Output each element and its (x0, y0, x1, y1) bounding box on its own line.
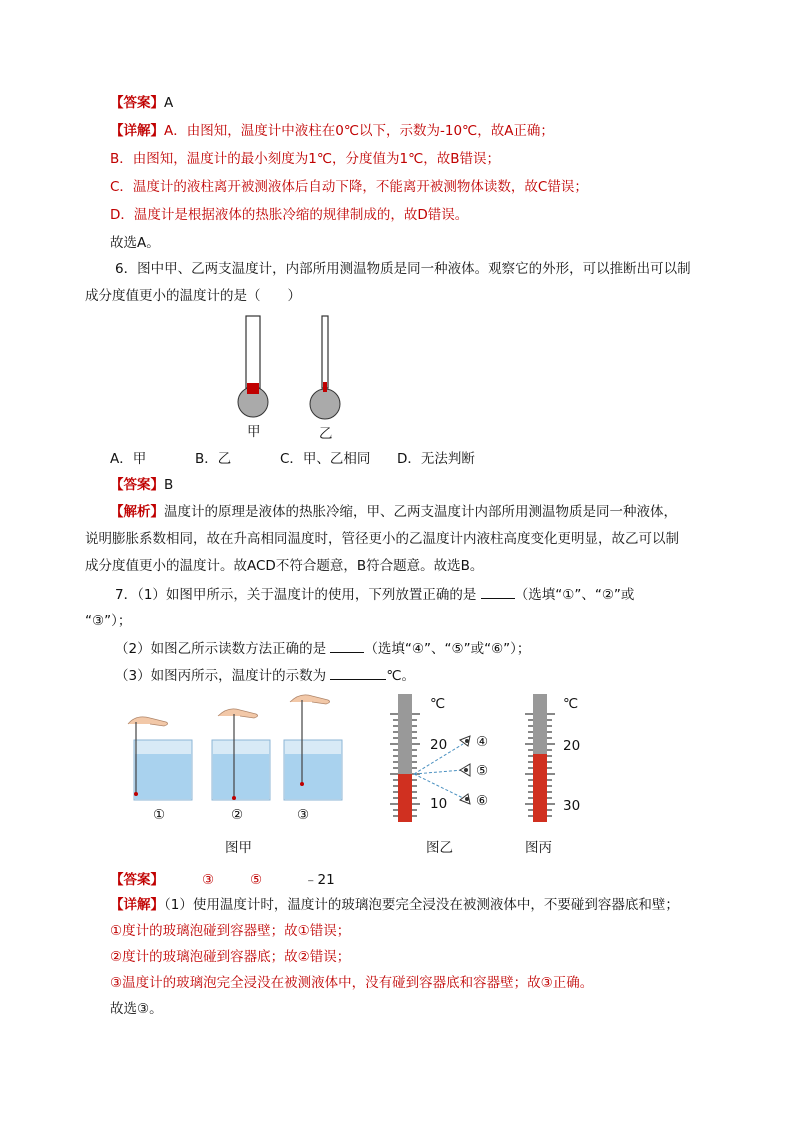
stem-tail: （选填“①”、“②”或 (514, 587, 635, 603)
q5-detail-line-a (110, 121, 554, 141)
part2-text: （2）如图乙所示读数方法正确的是 (115, 641, 327, 657)
q5-detail-line-c: C．温度计的液柱离开被测液体后自动下降，不能离开被测物体读数，故C错误； (110, 179, 588, 195)
q6-detail-line1 (110, 502, 677, 522)
label-yi: 乙 (319, 426, 333, 442)
q7-figure-jia (120, 688, 360, 858)
answer-value: A (164, 95, 174, 111)
eye-label-5: ⑤ (476, 763, 489, 779)
q7-detail-item2: ②度计的玻璃泡碰到容器底；故②错误； (110, 949, 351, 965)
fig-bing-caption: 图丙 (525, 840, 552, 856)
answer-1: ③ (202, 872, 215, 888)
q6-option-d: D．无法判断 (397, 451, 475, 467)
part2-tail: （选填“④”、“⑤”或“⑥”）； (364, 641, 531, 657)
answer-tag: 【答案】 (110, 95, 164, 111)
q7-detail-line1 (110, 895, 679, 915)
detail-tag: 【详解】 (110, 123, 164, 139)
eye-label-6: ⑥ (476, 793, 489, 809)
q5-detail-line-b: B．由图知，温度计的最小刻度为1℃，分度值为1℃，故B错误； (110, 151, 501, 167)
answer-value: B (164, 477, 174, 493)
beaker-label-1: ① (153, 807, 166, 823)
stem-text: 7．（1）如图甲所示，关于温度计的使用，下列放置正确的是 (115, 587, 477, 603)
q7-stem-line2: “③”）； (85, 613, 132, 629)
beaker-label-2: ② (231, 807, 244, 823)
q7-detail-item3: ③温度计的玻璃泡完全浸没在被测液体中，没有碰到容器底和容器壁；故③正确。 (110, 975, 594, 991)
q7-conclusion: 故选③。 (110, 1001, 163, 1017)
detail-tag: 【详解】 (110, 897, 164, 913)
q5-conclusion: 故选A。 (110, 235, 160, 251)
unit-label: ℃ (430, 696, 446, 712)
detail-text: （1）使用温度计时，温度计的玻璃泡要完全浸没在被测液体中，不要碰到容器底和壁； (164, 897, 679, 913)
tick-label-30: 30 (563, 798, 581, 814)
label-jia: 甲 (247, 424, 261, 440)
q6-stem-line1: 6．图中甲、乙两支温度计，内部所用测温物质是同一种液体。观察它的外形，可以推断出可以制 (115, 261, 691, 277)
q6-detail-line2: 说明膨胀系数相同，故在升高相同温度时，管径更小的乙温度计内液柱高度变化更明显，故乙可以制 (85, 531, 679, 547)
q6-stem-line2: 成分度值更小的温度计的是（ ） (85, 288, 301, 304)
beaker-3 (284, 695, 342, 823)
fig-yi-caption: 图乙 (426, 840, 453, 856)
answer-3: ﹣21 (304, 872, 335, 888)
q7-part3 (115, 665, 415, 686)
answer-2: ⑤ (250, 872, 263, 888)
beaker-1 (128, 717, 192, 823)
q6-detail-line3: 成分度值更小的温度计。故ACD不符合题意，B符合题意。故选B。 (85, 558, 484, 574)
q6-answer-line (110, 475, 173, 495)
q6-option-b: B．乙 (195, 451, 232, 467)
q6-option-a: A．甲 (110, 451, 147, 467)
fig-jia-caption: 图甲 (225, 840, 252, 856)
part3-tail: ℃。 (386, 668, 416, 684)
q5-answer-line (110, 93, 173, 113)
answer-tag: 【答案】 (110, 872, 164, 888)
detail-text: 温度计的原理是液体的热胀冷缩，甲、乙两支温度计内部所用测温物质是同一种液体， (164, 504, 677, 520)
detail-text: A．由图知，温度计中液柱在0℃以下，示数为-10℃，故A正确； (164, 123, 554, 139)
q7-figure-yi (378, 688, 518, 858)
q7-detail-item1: ①度计的玻璃泡碰到容器壁；故①错误； (110, 923, 351, 939)
tick-label-20: 20 (430, 737, 448, 753)
q7-figure-bing (515, 688, 605, 858)
eye-label-4: ④ (476, 734, 489, 750)
q7-part2 (115, 638, 530, 659)
answer-blank-1 (481, 584, 515, 599)
answer-blank-3 (330, 665, 386, 680)
q7-stem-line1 (115, 584, 634, 605)
beaker-2 (212, 709, 270, 823)
tick-label-20: 20 (563, 738, 581, 754)
eye-icon (460, 764, 470, 776)
unit-label: ℃ (563, 696, 579, 712)
detail-tag: 【解析】 (110, 504, 164, 520)
tick-label-10: 10 (430, 796, 448, 812)
q5-detail-line-d: D．温度计是根据液体的热胀冷缩的规律制成的，故D错误。 (110, 207, 469, 223)
beaker-label-3: ③ (297, 807, 310, 823)
q6-option-c: C．甲、乙相同 (280, 451, 371, 467)
part3-text: （3）如图丙所示，温度计的示数为 (115, 668, 327, 684)
answer-blank-2 (330, 638, 364, 653)
q7-answer-line (110, 870, 335, 890)
thermometer-jia (238, 316, 268, 417)
answer-tag: 【答案】 (110, 477, 164, 493)
thermometer-yi (310, 316, 340, 419)
q6-thermometers-figure (230, 310, 370, 440)
eye-icon (460, 794, 470, 804)
